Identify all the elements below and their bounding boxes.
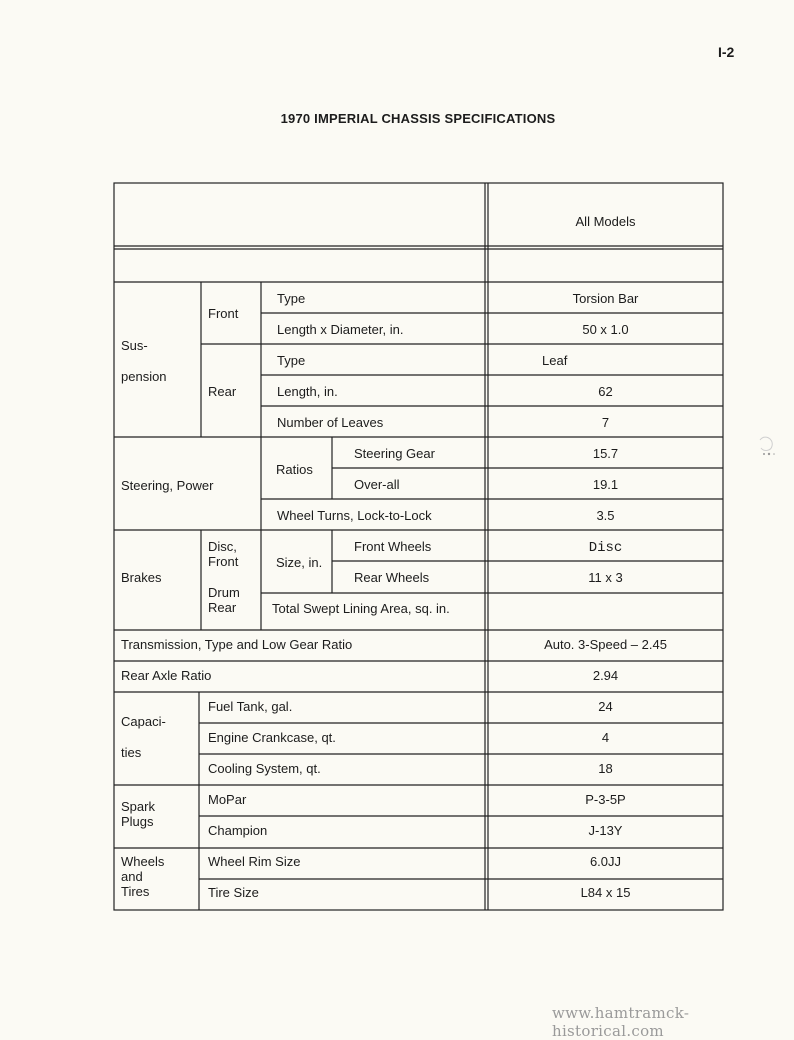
swept-area-label: Total Swept Lining Area, sq. in. [272, 601, 450, 616]
steering-overall-label: Over-all [354, 477, 400, 492]
suspension-label-line2: pension [121, 369, 167, 384]
rear-wheels-value: 11 x 3 [588, 570, 623, 585]
page-number: I-2 [718, 44, 735, 60]
front-length-label: Length x Diameter, in. [277, 322, 404, 337]
brakes-label: Brakes [121, 570, 162, 585]
front-length-value: 50 x 1.0 [582, 322, 629, 337]
transmission-value: Auto. 3-Speed – 2.45 [544, 637, 667, 652]
rear-axle-value: 2.94 [592, 668, 619, 683]
brakes-drum-line1: Drum [208, 585, 240, 600]
document-title: 1970 IMPERIAL CHASSIS SPECIFICATIONS [280, 111, 556, 126]
champion-label: Champion [208, 823, 268, 838]
front-type-value: Torsion Bar [572, 291, 639, 306]
suspension-front-label: Front [208, 306, 239, 321]
rim-size-value: 6.0JJ [589, 854, 622, 869]
wheel-turns-value: 3.5 [596, 508, 615, 523]
rear-leaves-label: Number of Leaves [277, 415, 384, 430]
website-watermark: www.hamtramck-historical.com [552, 1004, 690, 1040]
steering-gear-label: Steering Gear [354, 446, 435, 461]
front-wheels-label: Front Wheels [354, 539, 432, 554]
mopar-label: MoPar [208, 792, 247, 807]
transmission-label: Transmission, Type and Low Gear Ratio [121, 637, 353, 652]
fuel-tank-value: 24 [598, 699, 613, 714]
capacities-label-line1: Capaci- [121, 714, 166, 729]
steering-label: Steering, Power [121, 478, 214, 493]
cooling-system-value: 18 [598, 761, 613, 776]
crankcase-label: Engine Crankcase, qt. [208, 730, 336, 745]
cooling-system-label: Cooling System, qt. [208, 761, 321, 776]
rear-wheels-label: Rear Wheels [354, 570, 430, 585]
brakes-disc-line2: Front [208, 554, 239, 569]
tire-size-value: L84 x 15 [580, 885, 631, 900]
front-wheels-value: Disc [588, 540, 623, 556]
header-all-models: All Models [575, 214, 636, 229]
spark-plugs-label-line1: Spark [121, 799, 155, 814]
crankcase-value: 4 [601, 730, 610, 745]
tire-size-label: Tire Size [208, 885, 259, 900]
rear-leaves-value: 7 [601, 415, 610, 430]
wheels-tires-label-line1: Wheels [121, 854, 165, 869]
brakes-drum-line2: Rear [208, 600, 237, 615]
wheels-tires-label-line2: and [121, 869, 143, 884]
fuel-tank-label: Fuel Tank, gal. [208, 699, 293, 714]
paper-speck-mark [752, 432, 778, 458]
rear-type-value: Leaf [542, 353, 568, 368]
steering-gear-value: 15.7 [592, 446, 619, 461]
suspension-label-line1: Sus- [121, 338, 148, 353]
brakes-disc-line1: Disc, [208, 539, 237, 554]
steering-ratios-label: Ratios [276, 462, 313, 477]
wheels-tires-label-line3: Tires [121, 884, 150, 899]
brakes-size-label: Size, in. [276, 555, 323, 570]
capacities-label-line2: ties [121, 745, 142, 760]
front-type-label: Type [277, 291, 306, 306]
rear-axle-label: Rear Axle Ratio [121, 668, 212, 683]
steering-overall-value: 19.1 [592, 477, 619, 492]
mopar-value: P-3-5P [585, 792, 626, 807]
spark-plugs-label-line2: Plugs [121, 814, 154, 829]
rear-length-label: Length, in. [277, 384, 338, 399]
rim-size-label: Wheel Rim Size [208, 854, 301, 869]
rear-length-value: 62 [598, 384, 613, 399]
rear-type-label: Type [277, 353, 306, 368]
suspension-rear-label: Rear [208, 384, 237, 399]
champion-value: J-13Y [588, 823, 623, 838]
wheel-turns-label: Wheel Turns, Lock-to-Lock [277, 508, 432, 523]
